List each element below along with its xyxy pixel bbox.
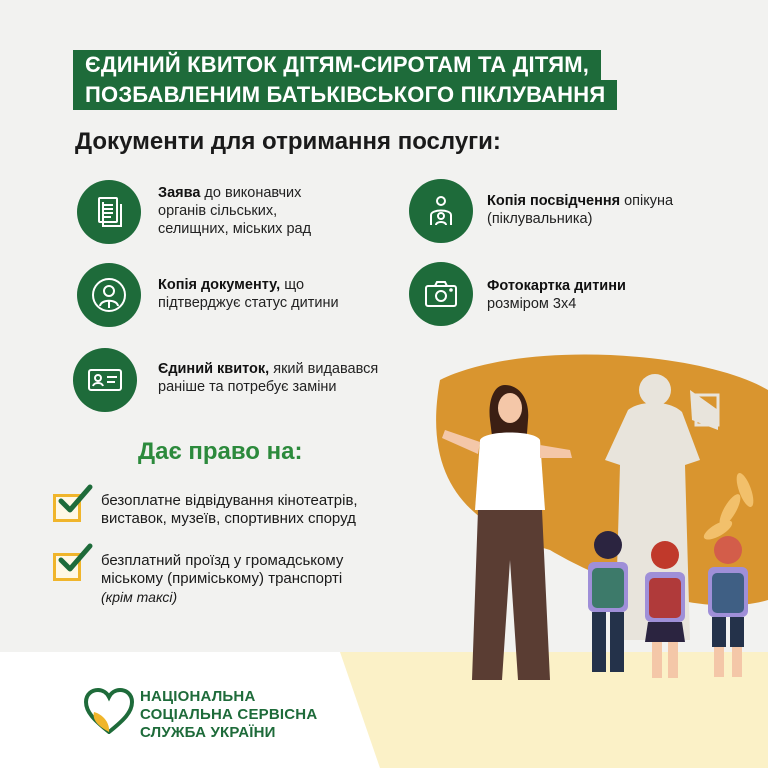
right-item-free-visits [101, 492, 358, 528]
documents-heading: Документи для отримання послуги: [75, 128, 501, 155]
item-line3: селищних, міських рад [158, 221, 312, 237]
org-line1: НАЦІОНАЛЬНА [140, 688, 256, 705]
title-line-2: ПОЗБАВЛЕНИМ БАТЬКІВСЬКОГО ПІКЛУВАННЯ [73, 80, 617, 110]
item-rest: що [280, 277, 305, 293]
org-name [140, 688, 317, 742]
item-bold: Копія посвідчення [487, 193, 621, 209]
right-note: (крім таксі) [101, 589, 178, 605]
item-line2: (піклувальника) [487, 211, 593, 227]
document-item-guardian-copy [487, 192, 673, 228]
item-bold: Єдиний квиток, [158, 361, 270, 377]
item-line2: розміром 3х4 [487, 296, 577, 312]
item-rest: опікуна [620, 193, 674, 209]
item-bold: Фотокартка дитини [487, 278, 626, 294]
child-portrait-icon [77, 263, 141, 327]
nsss-logo-icon [84, 688, 134, 734]
org-line2: СОЦІАЛЬНА СЕРВІСНА [140, 706, 318, 723]
id-card-icon [73, 348, 137, 412]
right-item-free-transport [101, 552, 343, 607]
item-rest: до виконавчих [200, 185, 302, 201]
camera-icon [409, 262, 473, 326]
item-line2: раніше та потребує заміни [158, 379, 337, 395]
right-line1: безоплатне відвідування кінотеатрів, [101, 492, 358, 509]
right-line2: виставок, музеїв, спортивних споруд [101, 510, 356, 527]
guardian-icon [409, 179, 473, 243]
item-line2: підтверджує статус дитини [158, 295, 339, 311]
right-line1: безплатний проїзд у громадському [101, 552, 344, 569]
document-item-previous-ticket [158, 360, 378, 396]
document-item-photo [487, 277, 626, 313]
rights-heading: Дає право на: [138, 438, 303, 465]
org-line3: СЛУЖБА УКРАЇНИ [140, 724, 276, 741]
document-item-application [158, 184, 311, 238]
document-icon [77, 180, 141, 244]
document-item-status-copy [158, 276, 339, 312]
item-bold: Заява [158, 185, 201, 201]
item-line2: органів сільських, [158, 203, 278, 219]
right-line2: міському (приміському) транспорті [101, 570, 343, 587]
checkmark-icon [57, 481, 93, 517]
teacher-children-illustration [400, 350, 768, 695]
item-rest: який видавався [269, 361, 379, 377]
item-bold: Копія документу, [158, 277, 281, 293]
checkmark-icon [57, 540, 93, 576]
title-line-1: ЄДИНИЙ КВИТОК ДІТЯМ-СИРОТАМ ТА ДІТЯМ, [73, 50, 601, 80]
